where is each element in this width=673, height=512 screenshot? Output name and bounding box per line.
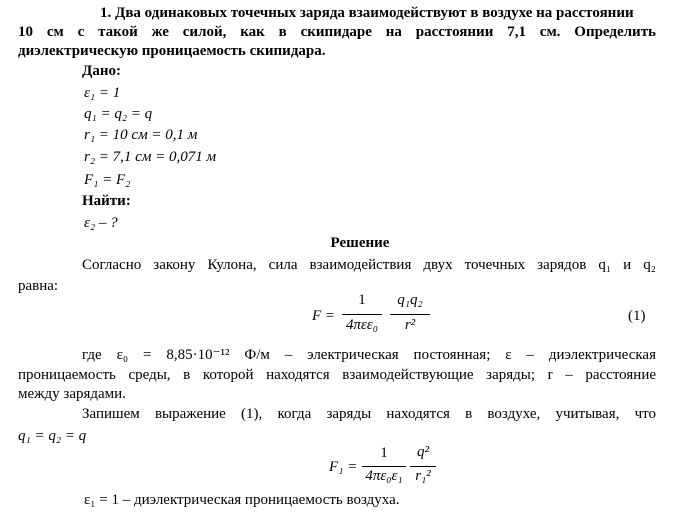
eq2-den2: r₁² <box>415 468 431 484</box>
eq2-den1: 4πε₀ε₁ <box>365 468 403 484</box>
given-charges: q₁ = q₂ = q <box>84 106 153 122</box>
eq1-num2: q₁q₂ <box>397 292 423 308</box>
eq1-num1: 1 <box>358 292 366 308</box>
where-line-3: между зарядами. <box>18 386 126 402</box>
eq2-lhs: F₁ = <box>329 459 358 475</box>
solution-para1-line1: Согласно закону Кулона, сила взаимодействия двух точечных зарядов q₁ и q₂ <box>82 257 656 273</box>
eq1-lhs: F = <box>312 308 336 324</box>
where-line-1: где ε₀ = 8,85·10⁻¹² Ф/м – электрическая постоянная; ε – диэлектрическая <box>82 347 656 363</box>
find-eps2: ε₂ – ? <box>84 215 118 231</box>
eq1-fraction-bar-1 <box>342 314 382 315</box>
eq1-number: (1) <box>628 308 646 324</box>
where-line-2: проницаемость среды, в которой находятся взаимодействующие заряды; r – расстояние <box>18 367 656 383</box>
problem-line-3: диэлектрическую проницаемость скипидара. <box>18 43 326 59</box>
eq1-fraction-bar-2 <box>390 314 430 315</box>
eq2-num2: q² <box>417 444 429 460</box>
given-r2: r₂ = 7,1 см = 0,071 м <box>84 149 217 165</box>
eq2-fraction-bar-2 <box>410 466 436 467</box>
eq1-den1: 4πεε₀ <box>345 317 379 333</box>
given-eps1: ε₁ = 1 <box>84 85 121 101</box>
eq2-num1: 1 <box>380 445 388 461</box>
eq2-fraction-bar-1 <box>362 466 406 467</box>
eq1-den2: r² <box>404 317 416 333</box>
solution-para1-line2: равна: <box>18 278 59 294</box>
given-r1: r₁ = 10 см = 0,1 м <box>84 127 198 143</box>
solution-para2-line2: q₁ = q₂ = q <box>18 428 87 444</box>
given-heading: Дано: <box>82 63 121 79</box>
problem-line-2: 10 см с такой же силой, как в скипидаре на расстоянии 7,1 см. Определить <box>18 24 656 40</box>
solution-para2-line1: Запишем выражение (1), когда заряды находятся в воздухе, учитывая, что <box>82 406 656 422</box>
solution-heading: Решение <box>330 235 390 251</box>
given-forces: F₁ = F₂ <box>84 172 131 188</box>
find-heading: Найти: <box>82 193 131 209</box>
last-line: ε₁ = 1 – диэлектрическая проницаемость воздуха. <box>84 492 400 508</box>
problem-line-1: 1. Два одинаковых точечных заряда взаимодействуют в воздухе на расстоянии <box>100 5 634 21</box>
